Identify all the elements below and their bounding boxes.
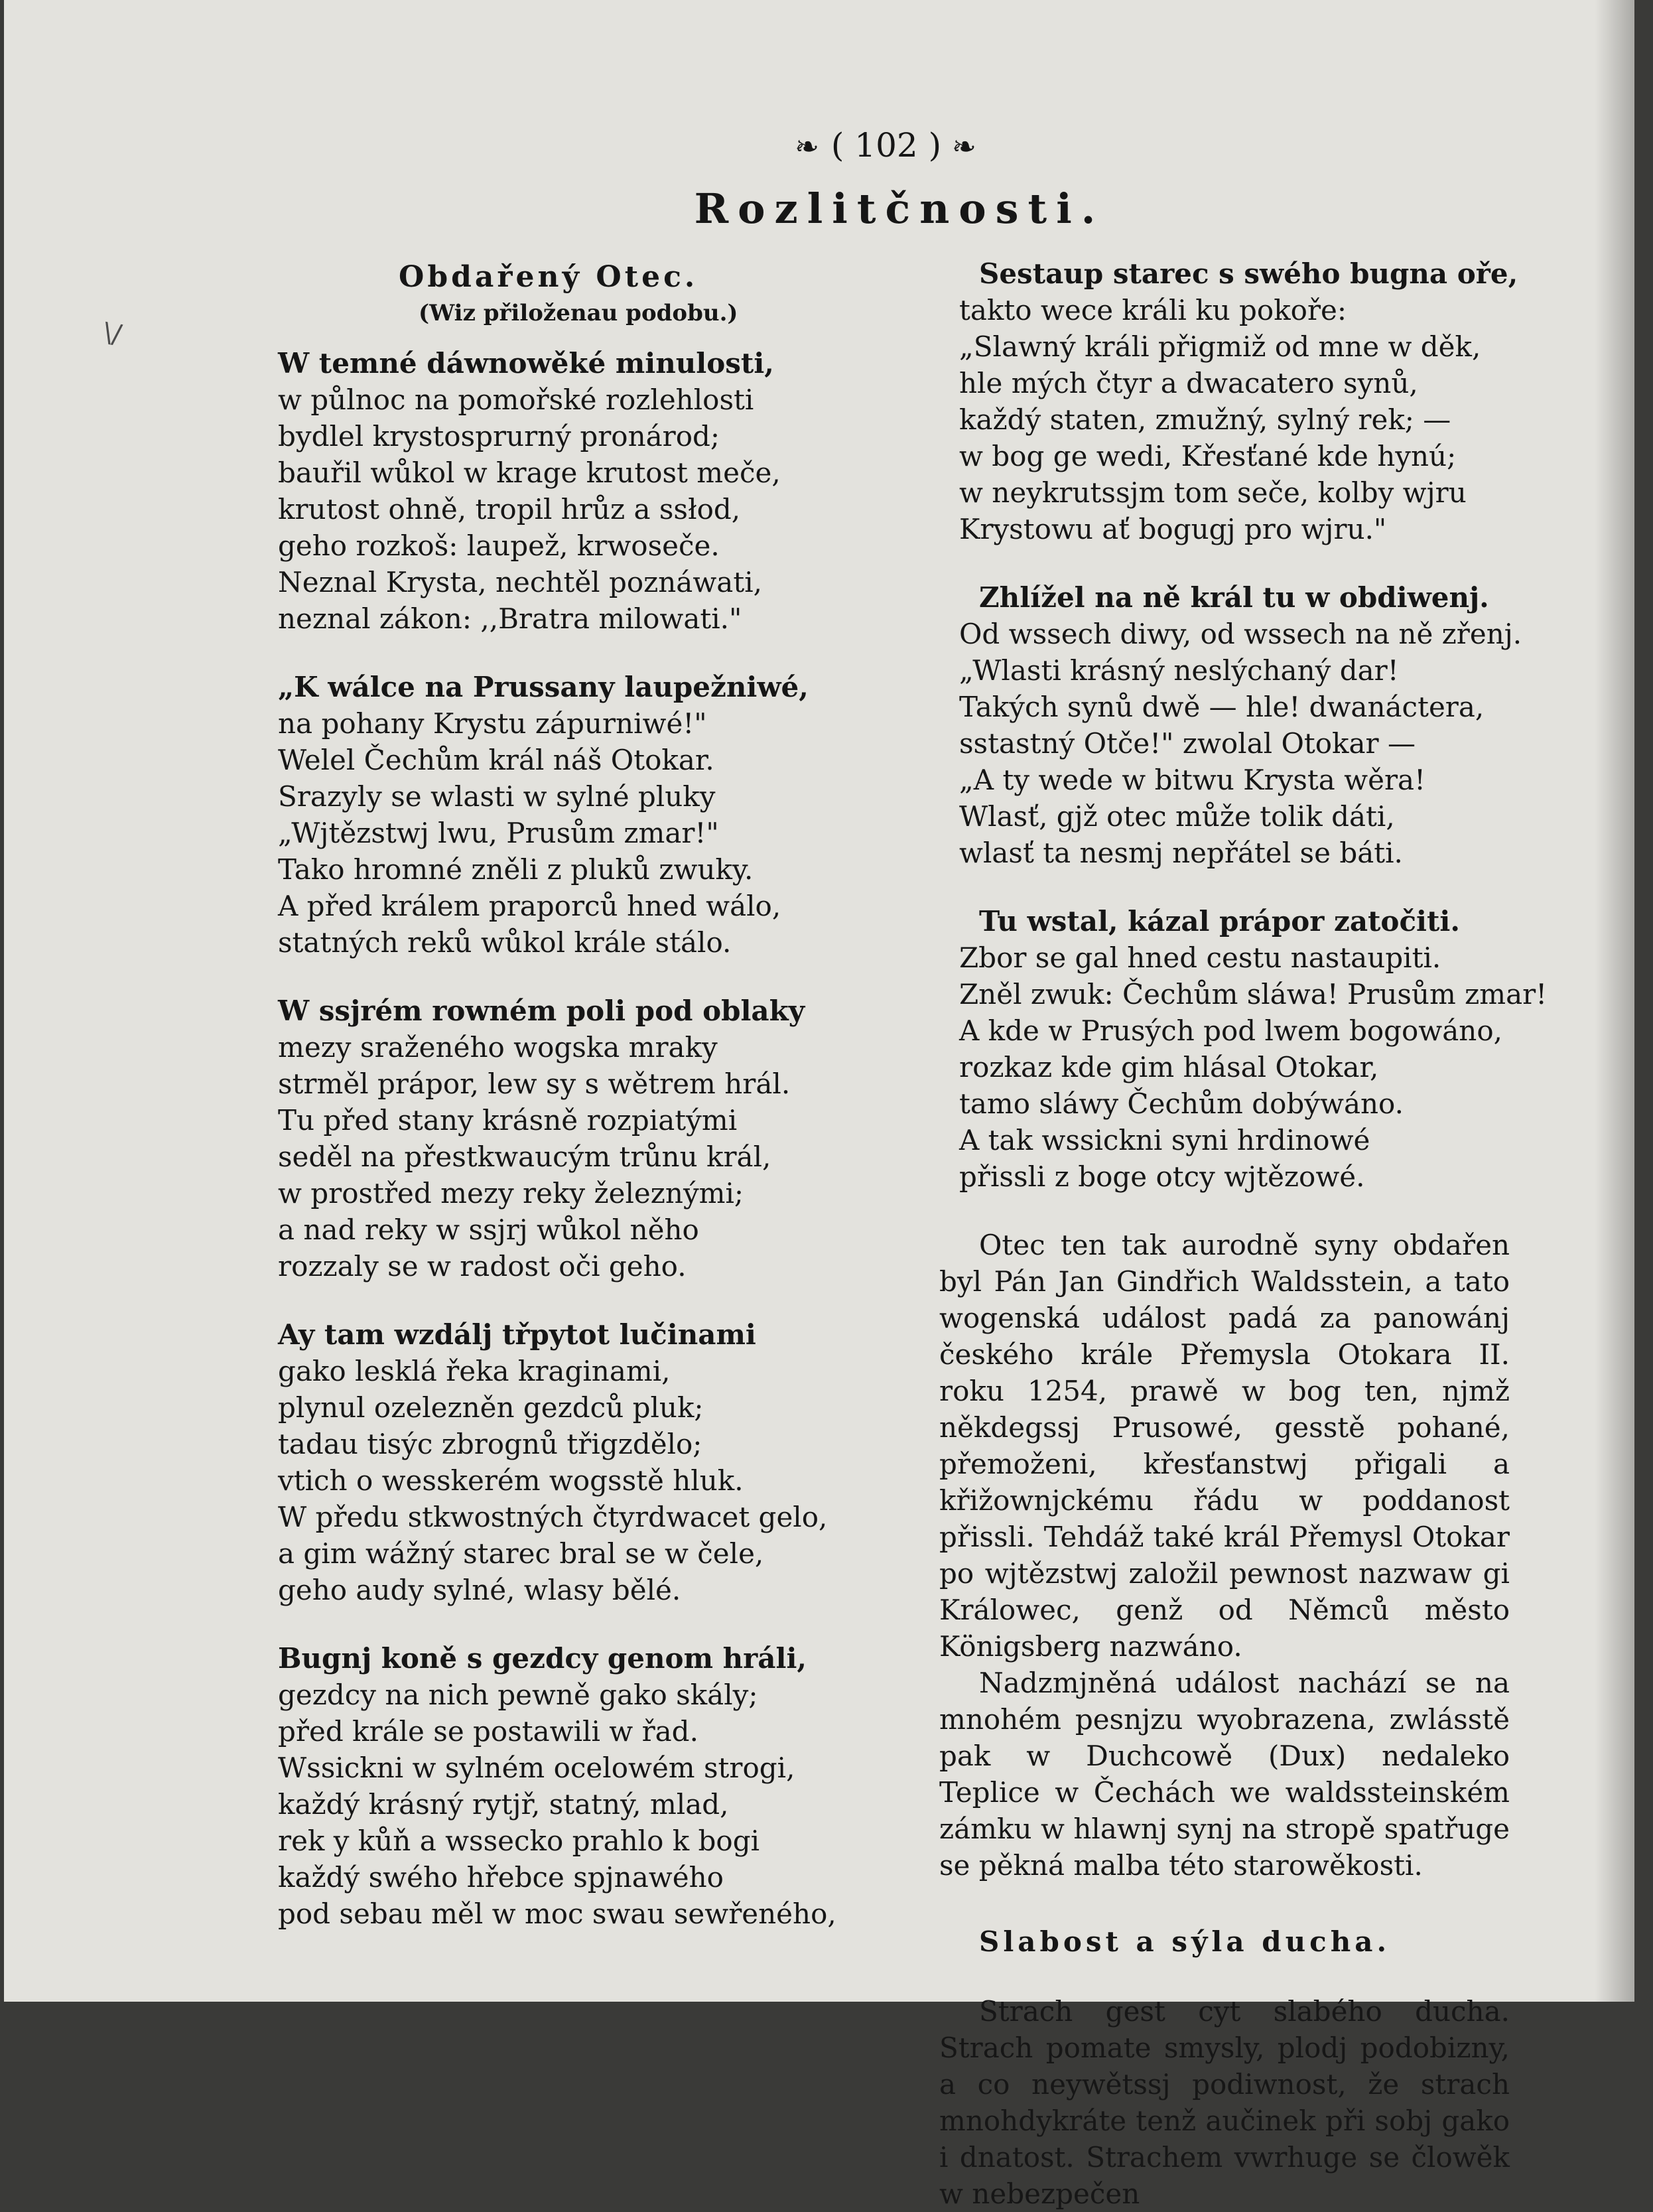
verse-line: statných reků wůkol krále stálo. <box>278 926 732 959</box>
left-column <box>273 259 870 1964</box>
verse-line: Wlasť, gjž otec může tolik dáti, <box>959 800 1395 833</box>
poem-title: Obdařený Otec. <box>399 260 698 294</box>
verse-line: rek y kůň a wssecko prahlo k bogi <box>278 1825 760 1857</box>
verse-line: na pohany Krystu zápurniwé!" <box>278 707 707 740</box>
verse-line: Ay tam wzdálj třpytot lučinami <box>278 1318 756 1351</box>
verse-line: Bugnj koně s gezdcy genom hráli, <box>278 1642 807 1675</box>
verse-line: přissli z boge otcy wjtězowé. <box>959 1160 1365 1193</box>
verse-line: „K wálce na Prussany laupežniwé, <box>278 671 809 703</box>
prose-block <box>939 1227 1523 2212</box>
stanza <box>273 669 870 961</box>
verse-line: vtich o wesskerém wogsstě hluk. <box>278 1464 744 1497</box>
verse-line: Tu před stany krásně rozpiatými <box>278 1104 738 1137</box>
verse-line: A před králem praporců hned wálo, <box>278 890 781 922</box>
verse-line: W ssjrém rowném poli pod oblaky <box>278 995 805 1027</box>
verse-line: Krystowu ať bogugj pro wjru." <box>959 513 1387 545</box>
poem-note: (Wiz přiloženau podobu.) <box>419 300 738 326</box>
verse-line: w prostřed mezy reky železnými; <box>278 1177 744 1210</box>
verse-line: pod sebau měl w moc swau sewřeného, <box>278 1898 836 1930</box>
prose-paragraph: Otec ten tak aurodně syny obdařen byl Pán Jan Gindřich Waldsstein, a tato wogenská událost padá za panowánj českého krále Přemysla Otokara II. roku 1254, prawě w bog ten, njmž někdegssj Prusowé, gesstě pohané, přemoženi, křesťanstwj přigali a křižownjckému řádu w poddanost přissli. Tehdáž také král Přemysl Otokar po wjtězstwj založil pewnost nazwaw gi Králowec, genž od Němců město Königsberg nazwáno. <box>939 1229 1510 1663</box>
stanza <box>939 903 1548 1195</box>
verse-line: Zhlížel na ně král tu w obdiwenj. <box>979 581 1489 614</box>
verse-line: „Wlasti krásný neslýchaný dar! <box>959 654 1399 687</box>
section-title: Rozlitčnosti. <box>694 184 1105 233</box>
stanza <box>939 579 1523 871</box>
verse-line: geho audy sylné, wlasy bělé. <box>278 1574 681 1606</box>
verse-line: Sestaup starec s swého bugna oře, <box>979 257 1518 290</box>
verse-line: Zbor se gal hned cestu nastaupiti. <box>959 941 1441 974</box>
verse-line: W předu stkwostných čtyrdwacet gelo, <box>278 1501 828 1533</box>
stanza <box>939 255 1523 547</box>
verse-line: „A ty wede w bitwu Krysta wěra! <box>959 764 1425 796</box>
verse-line: w bog ge wedi, Křesťané kde hynú; <box>959 440 1457 472</box>
verse-line: Zněl zwuk: Čechům sláwa! Prusům zmar! <box>959 978 1548 1010</box>
stanza <box>273 993 870 1284</box>
verse-line: Tako hromné zněli z pluků zwuky. <box>278 853 754 886</box>
verse-line: každý swého hřebce spjnawého <box>278 1861 724 1894</box>
verse-line: mezy sraženého wogska mraky <box>278 1031 718 1064</box>
verse-line: a nad reky w ssjrj wůkol něho <box>278 1213 699 1246</box>
verse-line: před krále se postawili w řad. <box>278 1715 698 1748</box>
prose-paragraph: Strach gest cyt slabého ducha. Strach pomate smysly, plodj podobizny, a co neywětssj podiwnost, že strach mnohdykráte tenž aučinek při sobj gako i dnatost. Strachem vwrhuge se člowěk w nebezpečen <box>939 1995 1510 2210</box>
verse-line: wlasť ta nesmj nepřátel se báti. <box>959 837 1403 869</box>
verse-line: bauřil wůkol w krage krutost meče, <box>278 456 781 489</box>
verse-line: bydlel krystosprurný pronárod; <box>278 420 720 452</box>
verse-line: takto wece králi ku pokoře: <box>959 294 1347 326</box>
verse-line: plynul ozelezněn gezdců pluk; <box>278 1391 704 1424</box>
verse-line: w neykrutssjm tom seče, kolby wjru <box>959 476 1467 509</box>
verse-line: sstastný Otče!" zwolal Otokar — <box>959 727 1416 760</box>
verse-line: tadau tisýc zbrognů třigzdělo; <box>278 1428 702 1460</box>
right-column <box>939 255 1548 2212</box>
margin-note: \/ <box>101 317 124 350</box>
book-page <box>4 0 1634 2210</box>
verse-line: hle mých čtyr a dwacatero synů, <box>959 367 1418 399</box>
verse-line: „Slawný králi přigmiž od mne w děk, <box>959 330 1481 363</box>
article-title: Slabost a sýla ducha. <box>979 1925 1391 1958</box>
verse-line: w půlnoc na pomořské rozlehlosti <box>278 383 754 416</box>
ornament-right-icon: ❧ <box>952 130 978 164</box>
verse-line: Wssickni w sylném ocelowém strogi, <box>278 1752 795 1784</box>
stanza <box>273 1640 870 1932</box>
verse-line: rozkaz kde gim hlásal Otokar, <box>959 1051 1379 1083</box>
verse-line: každý staten, zmužný, sylný rek; — <box>959 403 1451 436</box>
verse-line: Od wssech diwy, od wssech na ně zřenj. <box>959 618 1522 650</box>
verse-line: Srazyly se wlasti w sylné pluky <box>278 780 716 813</box>
verse-line: A kde w Prusých pod lwem bogowáno, <box>959 1014 1502 1047</box>
verse-line: geho rozkoš: laupež, krwoseče. <box>278 529 720 562</box>
stanza <box>273 1316 870 1608</box>
verse-line: Tu wstal, kázal prápor zatočiti. <box>979 905 1460 937</box>
prose-paragraph: Nadzmjněná událost nachází se na mnohém pesnjzu wyobrazena, zwlásstě pak w Duchcowě (Dux) nedaleko Teplice w Čechách we waldssteinském zámku w hlawnj synj na stropě spatřuge se pěkná malba této starowěkosti. <box>939 1667 1510 1882</box>
verse-line: gezdcy na nich pewně gako skály; <box>278 1679 758 1711</box>
verse-line: A tak wssickni syni hrdinowé <box>959 1124 1370 1156</box>
stanza <box>273 345 870 637</box>
verse-line: seděl na přestkwaucým trůnu král, <box>278 1141 771 1173</box>
ornament-left-icon: ❧ <box>795 130 821 164</box>
verse-line: a gim wážný starec bral se w čele, <box>278 1537 764 1570</box>
page-number: ( 102 ) <box>830 126 942 165</box>
verse-line: gako lesklá řeka kraginami, <box>278 1355 671 1387</box>
verse-line: Takých synů dwě — hle! dwanáctera, <box>959 691 1485 723</box>
verse-line: Neznal Krysta, nechtěl poznáwati, <box>278 566 762 598</box>
verse-line: neznal zákon: ,,Bratra milowati." <box>278 602 742 635</box>
verse-line: W temné dáwnowěké minulosti, <box>278 347 774 380</box>
verse-line: strměl prápor, lew sy s wětrem hrál. <box>278 1068 791 1100</box>
page-header <box>720 126 1052 165</box>
verse-line: tamo sláwy Čechům dobýwáno. <box>959 1087 1404 1120</box>
verse-line: každý krásný rytjř, statný, mlad, <box>278 1788 729 1821</box>
verse-line: rozzaly se w radost oči geho. <box>278 1250 687 1282</box>
verse-line: Welel Čechům král náš Otokar. <box>278 744 714 776</box>
verse-line: krutost ohně, tropil hrůz a ssłod, <box>278 493 741 525</box>
verse-line: „Wjtězstwj lwu, Prusům zmar!" <box>278 817 719 849</box>
